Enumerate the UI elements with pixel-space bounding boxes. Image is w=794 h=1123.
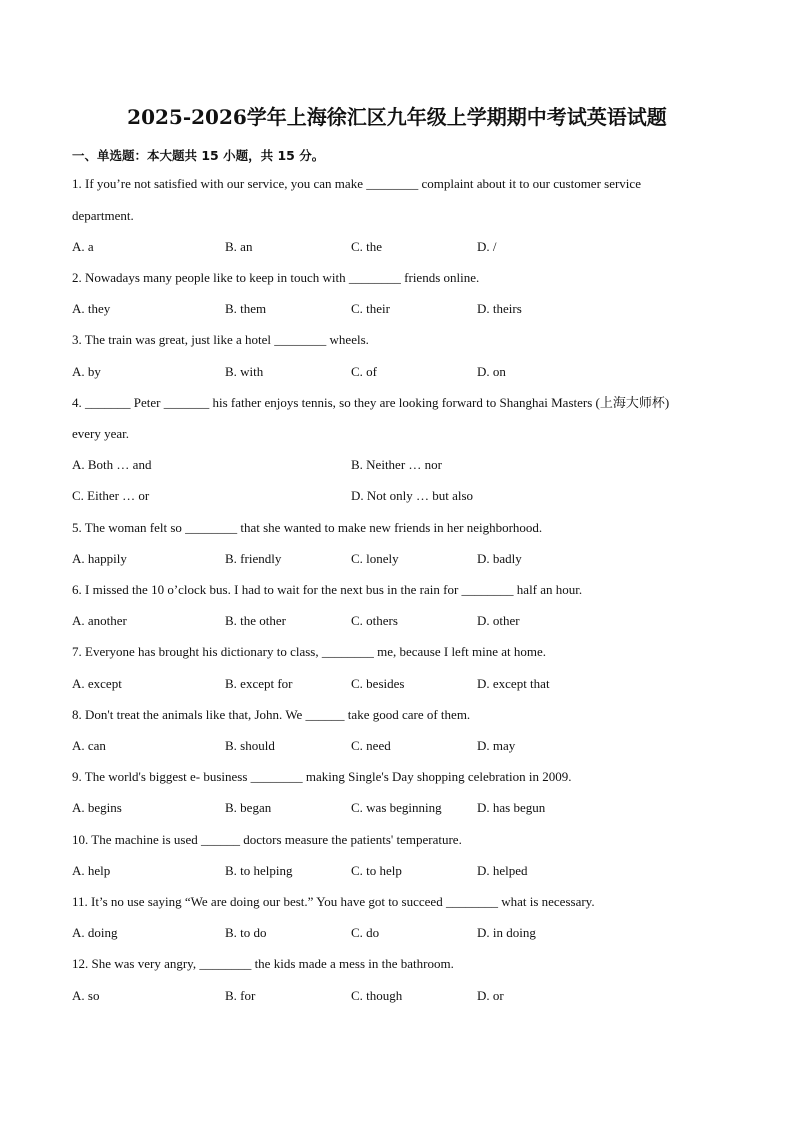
question-2-stem: 2. Nowadays many people like to keep in touch with ________ friends online. <box>72 270 480 285</box>
question-10-option-d: D. helped <box>477 863 528 878</box>
question-5-option-c: C. lonely <box>351 551 399 566</box>
question-1-stem-line-2: department. <box>72 208 134 223</box>
question-9-option-c: C. was beginning <box>351 800 442 815</box>
question-6-stem: 6. I missed the 10 o’clock bus. I had to wait for the next bus in the rain for ________ half an hour. <box>72 582 583 597</box>
question-10-option-c: C. to help <box>351 863 402 878</box>
question-11-option-d: D. in doing <box>477 925 536 940</box>
question-11-option-c: C. do <box>351 925 380 940</box>
question-8-option-c: C. need <box>351 738 391 753</box>
question-1-option-d: D. / <box>477 239 497 254</box>
question-6-option-d: D. other <box>477 613 520 628</box>
exam-title: 2025-2026学年上海徐汇区九年级上学期期中考试英语试题 <box>127 105 667 129</box>
question-1-stem-line-1: 1. If you’re not satisfied with our service, you can make ________ complaint about it to our customer service <box>72 176 641 191</box>
question-11-option-b: B. to do <box>225 925 267 940</box>
question-9-option-a: A. begins <box>72 800 122 815</box>
question-3-option-a: A. by <box>72 364 101 379</box>
question-8-stem: 8. Don't treat the animals like that, John. We ______ take good care of them. <box>72 707 471 722</box>
question-4-option-a: A. Both … and <box>72 457 152 472</box>
question-2-option-d: D. theirs <box>477 301 522 316</box>
question-4-option-d: D. Not only … but also <box>351 488 474 503</box>
question-12-option-b: B. for <box>225 988 256 1003</box>
question-7-option-a: A. except <box>72 676 122 691</box>
question-3-option-b: B. with <box>225 364 264 379</box>
question-7-option-c: C. besides <box>351 676 405 691</box>
question-5-option-b: B. friendly <box>225 551 282 566</box>
question-6-option-b: B. the other <box>225 613 287 628</box>
question-4-option-c: C. Either … or <box>72 488 150 503</box>
question-4-option-b: B. Neither … nor <box>351 457 442 472</box>
question-6-option-a: A. another <box>72 613 127 628</box>
question-1-option-c: C. the <box>351 239 383 254</box>
question-4-stem-line-2: every year. <box>72 426 130 441</box>
question-9-option-b: B. began <box>225 800 272 815</box>
question-7-option-d: D. except that <box>477 676 550 691</box>
question-12-option-c: C. though <box>351 988 403 1003</box>
question-5-stem: 5. The woman felt so ________ that she wanted to make new friends in her neighborhood. <box>72 520 543 535</box>
question-7-option-b: B. except for <box>225 676 293 691</box>
question-12-option-a: A. so <box>72 988 100 1003</box>
question-10-option-b: B. to helping <box>225 863 293 878</box>
question-2-option-c: C. their <box>351 301 390 316</box>
question-3-option-c: C. of <box>351 364 377 379</box>
question-3-option-d: D. on <box>477 364 506 379</box>
question-8-option-b: B. should <box>225 738 275 753</box>
question-1-option-a: A. a <box>72 239 94 254</box>
question-9-stem: 9. The world's biggest e- business ________ making Single's Day shopping celebration in 2009. <box>72 769 572 784</box>
question-1-option-b: B. an <box>225 239 253 254</box>
question-12-stem: 12. She was very angry, ________ the kids made a mess in the bathroom. <box>72 956 454 971</box>
question-3-stem: 3. The train was great, just like a hotel ________ wheels. <box>72 332 369 347</box>
question-11-option-a: A. doing <box>72 925 118 940</box>
question-10-stem: 10. The machine is used ______ doctors measure the patients' temperature. <box>72 832 462 847</box>
question-8-option-d: D. may <box>477 738 516 753</box>
question-9-option-d: D. has begun <box>477 800 546 815</box>
question-12-option-d: D. or <box>477 988 504 1003</box>
question-2-option-a: A. they <box>72 301 111 316</box>
question-8-option-a: A. can <box>72 738 106 753</box>
question-11-stem: 11. It’s no use saying “We are doing our best.” You have got to succeed ________ what is necessary. <box>72 894 595 909</box>
section-header: 一、单选题：本大题共 15 小题，共 15 分。 <box>72 148 325 163</box>
question-10-option-a: A. help <box>72 863 111 878</box>
question-5-option-a: A. happily <box>72 551 127 566</box>
question-7-stem: 7. Everyone has brought his dictionary to class, ________ me, because I left mine at home. <box>72 644 547 659</box>
question-6-option-c: C. others <box>351 613 398 628</box>
question-4-stem-line-1: 4. _______ Peter _______ his father enjoys tennis, so they are looking forward to Shanghai Masters (上海大师杯) <box>72 395 670 410</box>
question-5-option-d: D. badly <box>477 551 522 566</box>
question-2-option-b: B. them <box>225 301 267 316</box>
